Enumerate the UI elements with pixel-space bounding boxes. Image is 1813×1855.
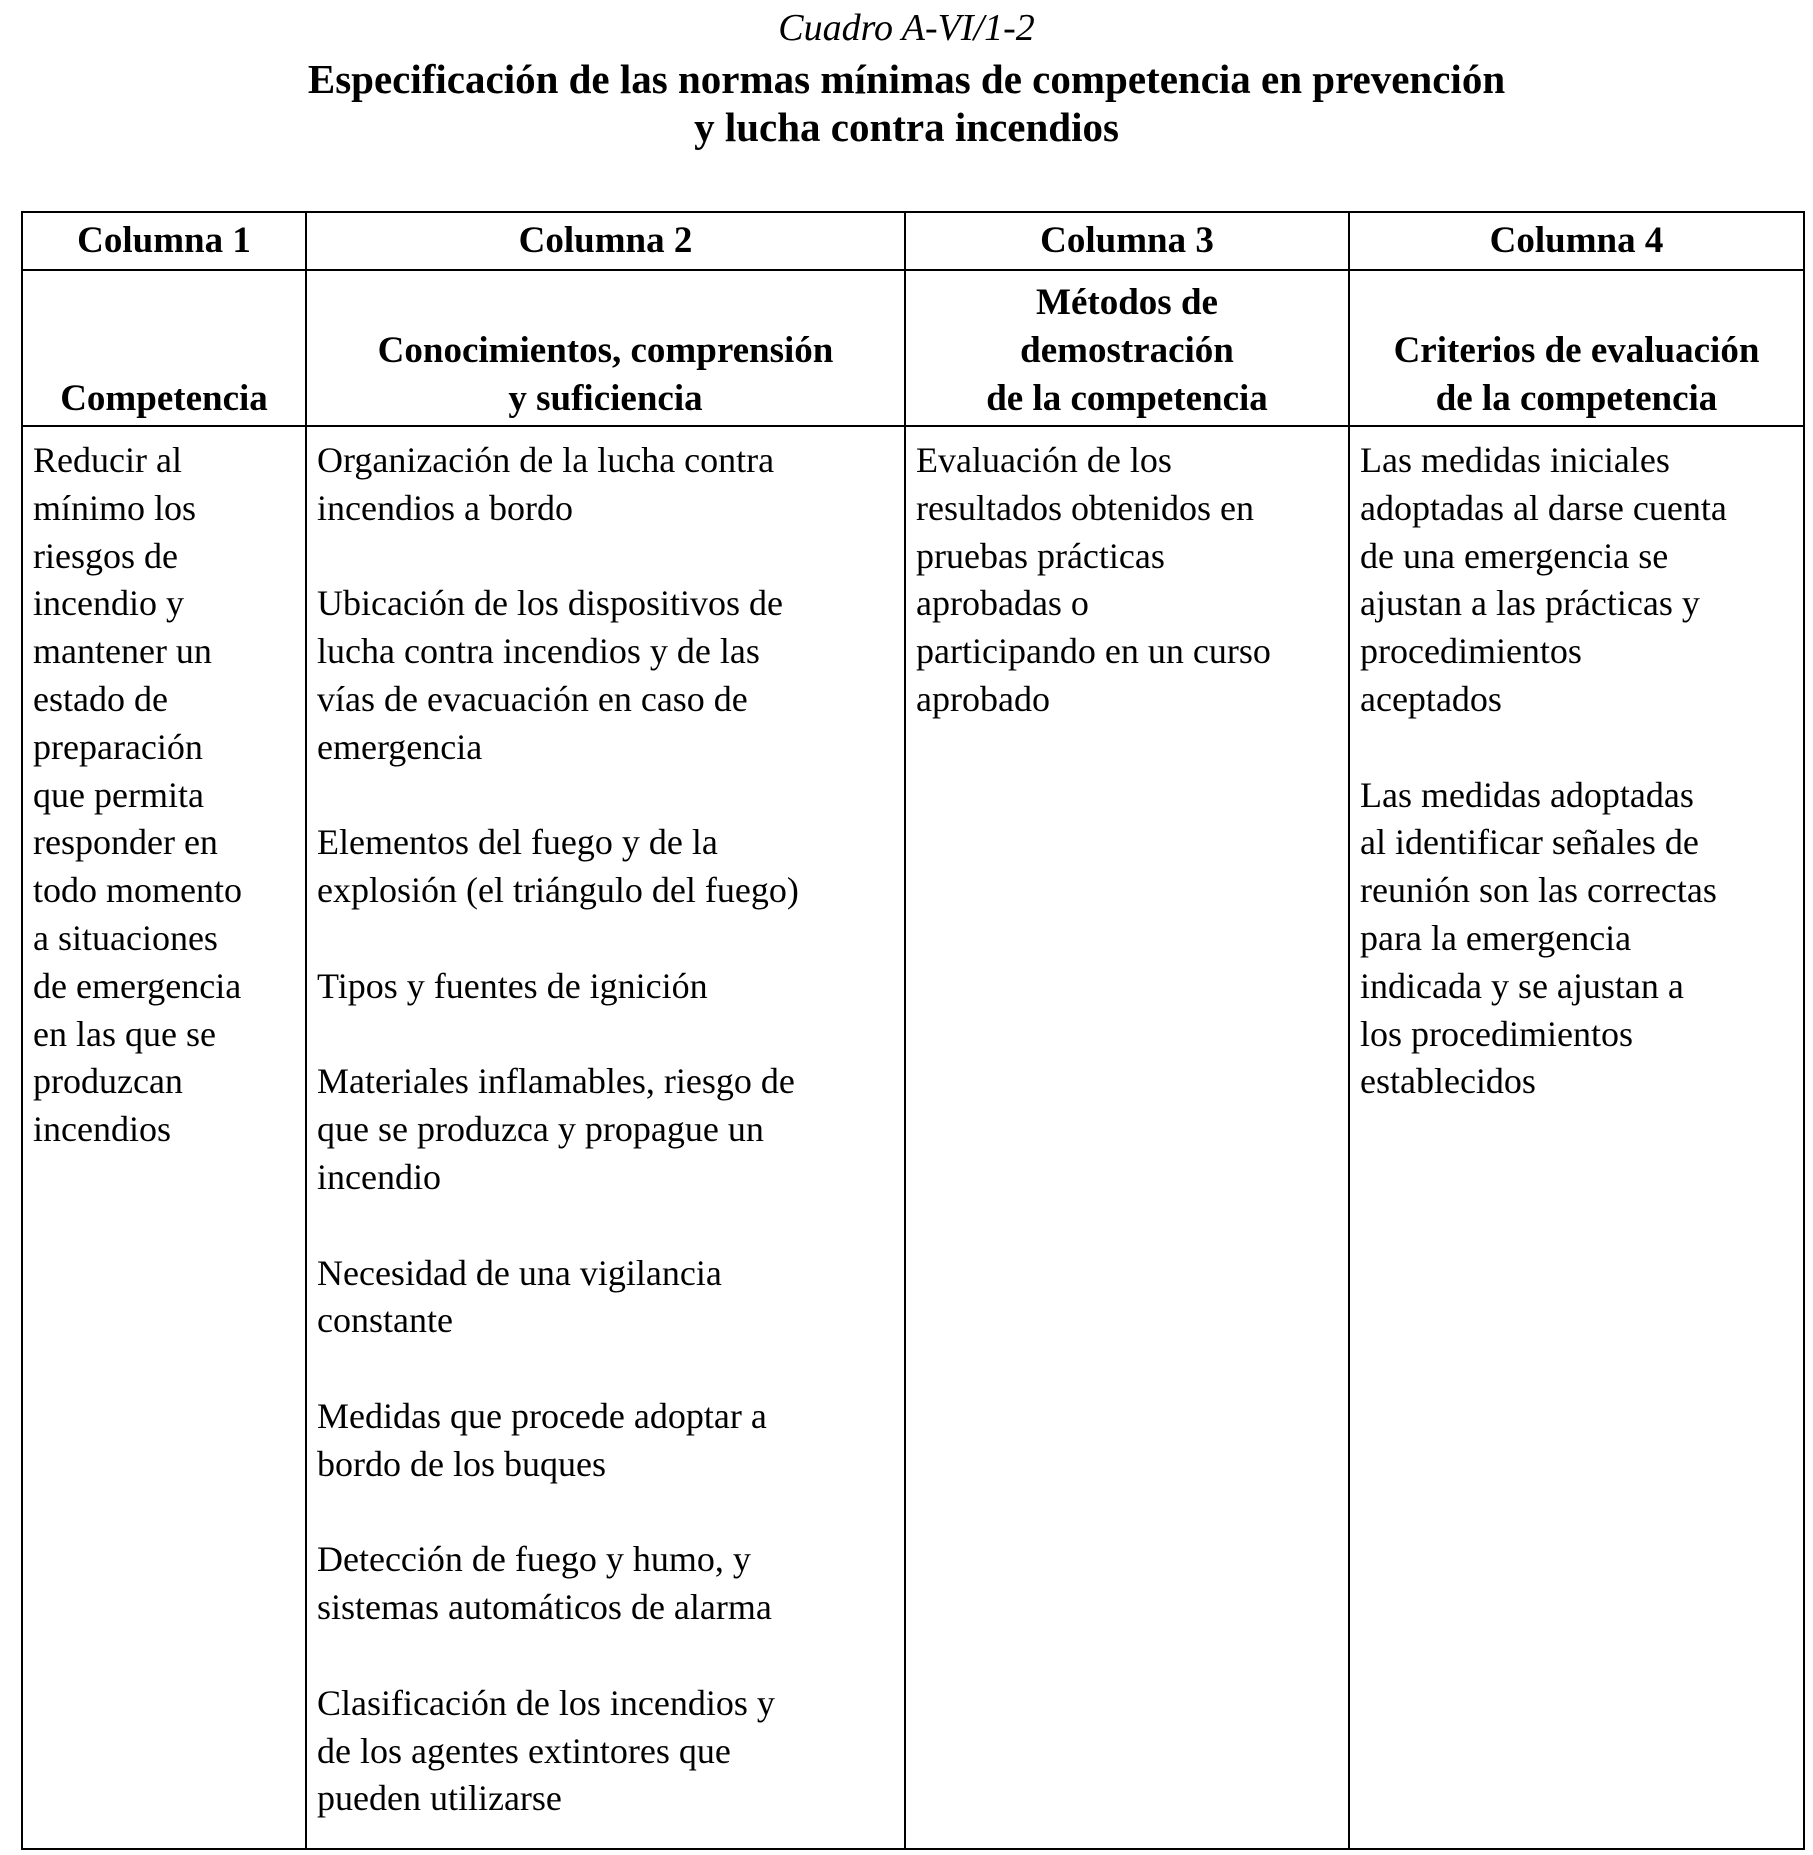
header-line: y suficiencia bbox=[508, 378, 703, 419]
metodos-text: Evaluación de los resultados obtenidos en pruebas prácticas aprobadas o participando en un curso aprobado bbox=[916, 440, 1271, 719]
competencia-cell bbox=[22, 426, 306, 1849]
table-title-line: Especificación de las normas mínimas de competencia en prevención bbox=[307, 56, 1506, 102]
conocimientos-item: Tipos y fuentes de ignición bbox=[317, 965, 708, 1006]
conocimientos-item: Elementos del fuego y de la explosión (el triángulo del fuego) bbox=[317, 822, 799, 911]
competencia-text: Reducir al mínimo los riesgos de incendio y mantener un estado de preparación que permita responder en todo momento a situaciones de emergencia en las que se produzcan incendios bbox=[33, 440, 242, 1150]
metodos-cell bbox=[905, 426, 1349, 1849]
header-line: de la competencia bbox=[1435, 378, 1718, 419]
conocimientos-item: Organización de la lucha contra incendios a bordo bbox=[317, 440, 775, 528]
table-title-line: y lucha contra incendios bbox=[694, 104, 1119, 150]
column-number: Columna 3 bbox=[905, 212, 1349, 270]
conocimientos-item: Medidas que procede adoptar a bordo de los buques bbox=[317, 1395, 767, 1484]
table-title bbox=[0, 55, 1813, 151]
criterios-item: Las medidas iniciales adoptadas al darse cuenta de una emergencia se ajustan a las prácticas y procedimientos aceptados bbox=[1360, 440, 1727, 719]
header-line: Competencia bbox=[60, 378, 268, 419]
header-line: de la competencia bbox=[986, 378, 1268, 419]
header-line: demostración bbox=[1020, 330, 1234, 371]
criterios-cell bbox=[1349, 426, 1804, 1849]
column-number: Columna 2 bbox=[306, 212, 905, 270]
table-number: Cuadro A-VI/1-2 bbox=[778, 7, 1035, 49]
column-number-row bbox=[22, 212, 1804, 270]
table-row bbox=[22, 426, 1804, 1849]
competence-table bbox=[21, 211, 1805, 1850]
conocimientos-item: Materiales inflamables, riesgo de que se produzca y propague un incendio bbox=[317, 1061, 795, 1197]
conocimientos-item: Necesidad de una vigilancia constante bbox=[317, 1252, 722, 1341]
column-header-row bbox=[22, 270, 1804, 426]
column-number: Columna 1 bbox=[22, 212, 306, 270]
conocimientos-item: Detección de fuego y humo, y sistemas automáticos de alarma bbox=[317, 1539, 772, 1628]
conocimientos-item: Ubicación de los dispositivos de lucha contra incendios y de las vías de evacuación en caso de emergencia bbox=[317, 583, 783, 767]
header-line: Criterios de evaluación bbox=[1393, 330, 1760, 371]
conocimientos-cell bbox=[306, 426, 905, 1849]
column-header-metodos bbox=[905, 270, 1349, 426]
conocimientos-item: Clasificación de los incendios y de los agentes extintores que pueden utilizarse bbox=[317, 1682, 775, 1819]
criterios-item: Las medidas adoptadas al identificar señales de reunión son las correctas para la emergencia indicada y se ajustan a los procedimientos establecidos bbox=[1360, 774, 1717, 1102]
column-header-conocimientos bbox=[306, 270, 905, 426]
header-line: Conocimientos, comprensión bbox=[377, 330, 834, 371]
column-header-competencia bbox=[22, 270, 306, 426]
column-number: Columna 4 bbox=[1349, 212, 1804, 270]
header-line: Métodos de bbox=[1036, 282, 1218, 323]
column-header-criterios bbox=[1349, 270, 1804, 426]
